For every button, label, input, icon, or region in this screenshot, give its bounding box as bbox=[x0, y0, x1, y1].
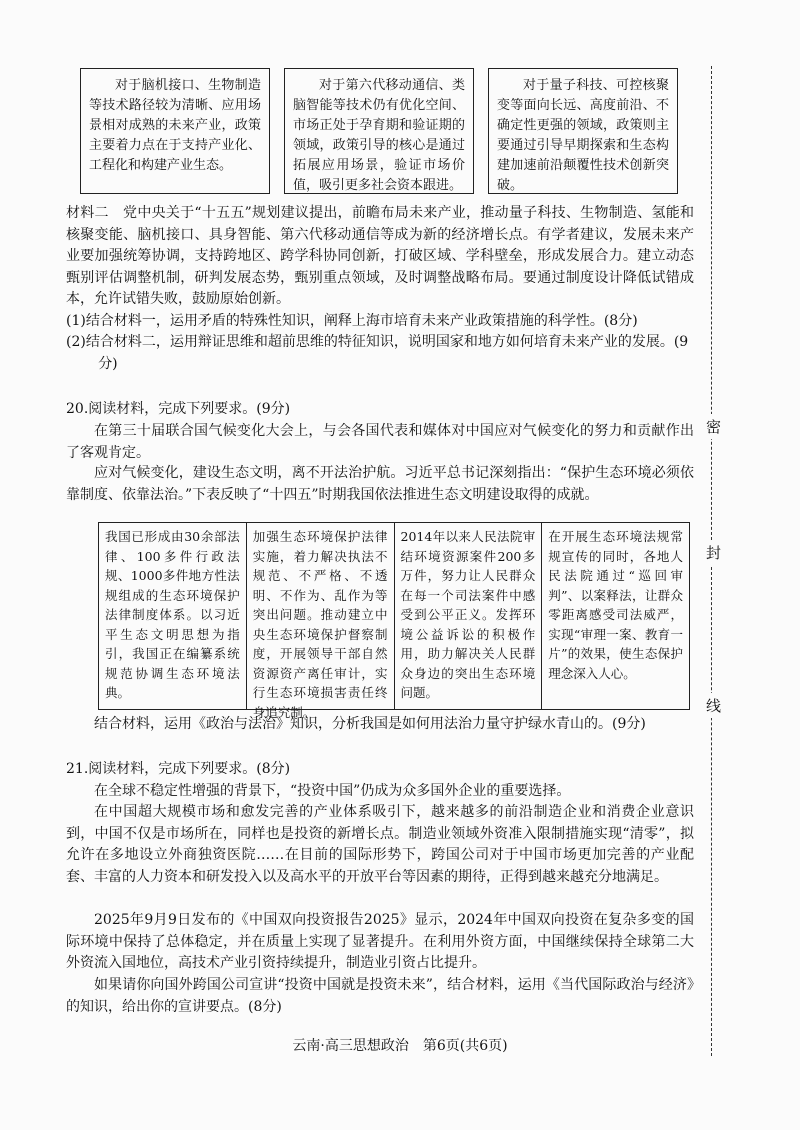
table-cell: 2014年以来人民法院审结环境资源案件200多万件，努力让人民群众在每一个司法案件中感受到公平正义。发挥环境公益诉讼的积极作用，助力解决关人民群众身边的突出生态环境问题。 bbox=[395, 523, 543, 709]
q19-material2: 材料二 党中央关于“十五五”规划建议提出，前瞻布局未来产业，推动量子科技、生物制造、氢能和核聚变能、脑机接口、具身智能、第六代移动通信等成为新的经济增长点。有学者建议，发展未来产业要加强统筹协调，支持跨地区、跨学科协同创新，打破区域、学科壁垒，形成发展合力。建立动态甄别评估调整机制，研判发展态势，甄别重点领域，及时调整战略布局。要通过制度设计降低试错成本，允许试错失败，鼓励原始创新。 bbox=[66, 205, 694, 307]
binding-mark-seal: 密 bbox=[706, 414, 721, 439]
q21-paragraph-3: 2025年9月9日发布的《中国双向投资报告2025》显示，2024年中国双向投资在复杂多变的国际环境中保持了总体稳定，并在质量上实现了显著提升。在利用外资方面，中国继续保持全球第二大外资流入国地位，高技术产业引资持续提升，制造业引资占比提升。 bbox=[66, 912, 694, 971]
q20-title: 20.阅读材料，完成下列要求。(9分) bbox=[66, 401, 291, 417]
table-cell: 加强生态环境保护法律实施，着力解决执法不规范、不严格、不透明、不作为、乱作为等突出问题。推动建立中央生态环境保护督察制度，开展领导干部自然资源资产离任审计，实行生态环境损害责任终身追究制。 bbox=[247, 523, 395, 709]
q19-sub2: (2)结合材料二，运用辩证思维和超前思维的特征知识，说明国家和地方如何培育未来产业的发展。(9分) bbox=[66, 334, 689, 372]
material1-box-1: 对于脑机接口、生物制造等技术路径较为清晰、应用场景相对成熟的未来产业，政策主要着力点在于支持产业化、工程化和构建产业生态。 bbox=[80, 68, 270, 194]
material1-box-3: 对于量子科技、可控核聚变等面向长远、高度前沿、不确定性更强的领域，政策则主要通过引导早期探索和生态构建加速前沿颠覆性技术创新突破。 bbox=[488, 68, 678, 194]
q21-paragraph-4: 如果请你向国外跨国公司宣讲“投资中国就是投资未来”，结合材料，运用《当代国际政治与经济》的知识，给出你的宣讲要点。(8分) bbox=[66, 977, 694, 1015]
table-cell: 我国已形成由30余部法律、100多件行政法规、1000多件地方性法规组成的生态环境保护法律制度体系。以习近平生态文明思想为指引，我国正在编纂系统规范协调生态环境法典。 bbox=[99, 523, 247, 709]
q20-achievements-table bbox=[98, 522, 690, 720]
q21-paragraph-1: 在全球不稳定性增强的背景下，“投资中国”仍成为众多国外企业的重要选择。 bbox=[94, 783, 571, 799]
q20-question: 结合材料，运用《政治与法治》知识，分析我国是如何用法治力量守护绿水青山的。(9分) bbox=[94, 716, 646, 732]
q19-sub1: (1)结合材料一，运用矛盾的特殊性知识，阐释上海市培育未来产业政策措施的科学性。(8分) bbox=[66, 313, 638, 329]
q21-paragraph-2: 在中国超大规模市场和愈发完善的产业体系吸引下，越来越多的前沿制造企业和消费企业意识到，中国不仅是市场所在，同样也是投资的新增长点。制造业领域外资准入限制措施实现“清零”，拟允许在多地设立外商独资医院……在目前的国际形势下，跨国公司对于中国市场更加完善的产业配套、丰富的人力资本和研发投入以及高水平的开放平台等因素的期待，正得到越来越充分地满足。 bbox=[66, 804, 694, 885]
table-cell: 在开展生态环境法规常规宣传的同时，各地人民法院通过“巡回审判”、以案释法，让群众零距离感受司法威严，实现“审理一案、教育一片”的效果，使生态保护理念深入人心。 bbox=[548, 529, 683, 681]
page-footer: 云南·高三思想政治 第6页(共6页) bbox=[292, 1038, 508, 1054]
q20-paragraph-1: 在第三十届联合国气候变化大会上，与会各国代表和媒体对中国应对气候变化的努力和贡献作出了客观肯定。 bbox=[66, 423, 694, 461]
q21-title: 21.阅读材料，完成下列要求。(8分) bbox=[66, 761, 291, 777]
binding-mark-close: 封 bbox=[706, 540, 721, 565]
material1-box-2: 对于第六代移动通信、类脑智能等技术仍有优化空间、市场正处于孕育期和验证期的领域，政策引导的核心是通过拓展应用场景，验证市场价值，吸引更多社会资本跟进。 bbox=[284, 68, 474, 194]
binding-mark-line: 线 bbox=[706, 693, 721, 718]
q20-paragraph-2: 应对气候变化，建设生态文明，离不开法治护航。习近平总书记深刻指出：“保护生态环境必须依靠制度、依靠法治。”下表反映了“十四五”时期我国依法推进生态文明建设取得的成就。 bbox=[66, 465, 694, 503]
